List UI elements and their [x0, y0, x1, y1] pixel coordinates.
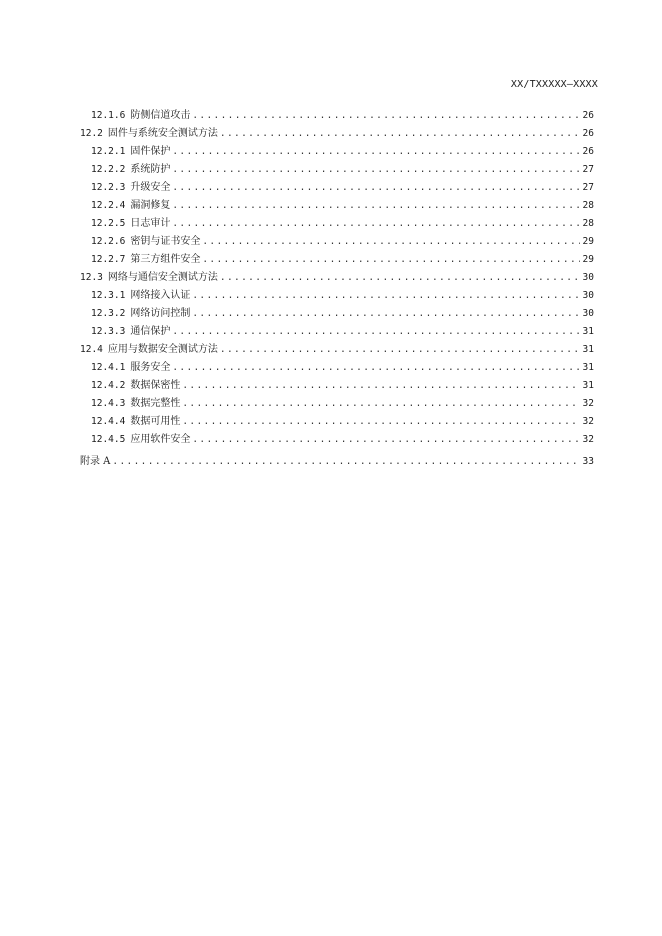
- toc-dot-leader: [202, 251, 580, 269]
- toc-entry[interactable]: [80, 233, 594, 251]
- toc-dot-leader: [220, 269, 580, 287]
- toc-dot-leader: [112, 453, 580, 471]
- toc-entry-page: 26: [582, 110, 594, 121]
- toc-dot-leader: [172, 359, 580, 377]
- toc-entry-page: 32: [582, 434, 594, 445]
- toc-entry-page: 28: [582, 200, 594, 211]
- toc-entry-number: 12.1.6: [91, 110, 126, 121]
- toc-entry-page: 31: [582, 326, 594, 337]
- toc-entry-number: 12.2.3: [91, 182, 126, 193]
- toc-entry-title: 应用软件安全: [130, 434, 191, 445]
- toc-entry[interactable]: [80, 431, 594, 449]
- toc-dot-leader: [182, 377, 580, 395]
- toc-entry-page: 27: [582, 182, 594, 193]
- toc-entry-title: 网络与通信安全测试方法: [107, 272, 218, 283]
- toc-entry-title: 网络接入认证: [130, 290, 191, 301]
- toc-entry-page: 31: [582, 344, 594, 355]
- toc-entry-number: 12.4.3: [91, 398, 126, 409]
- toc-entry[interactable]: [80, 413, 594, 431]
- toc-entry-number: 12.2: [80, 128, 103, 139]
- toc-entry-title: 固件与系统安全测试方法: [107, 128, 218, 139]
- toc-entry-page: 26: [582, 128, 594, 139]
- toc-entry[interactable]: [80, 125, 594, 143]
- toc-entry-number: 12.4.1: [91, 362, 126, 373]
- toc-entry-page: 29: [582, 236, 594, 247]
- toc-entry-number: 12.2.6: [91, 236, 126, 247]
- toc-entry[interactable]: [80, 215, 594, 233]
- toc-dot-leader: [202, 233, 580, 251]
- toc-entry-page: 31: [582, 380, 594, 391]
- toc-entry[interactable]: [80, 323, 594, 341]
- toc-dot-leader: [172, 161, 580, 179]
- toc-entry-page: 29: [582, 254, 594, 265]
- toc-entry-number: 12.3.1: [91, 290, 126, 301]
- toc-entry-title: 通信保护: [130, 326, 171, 337]
- toc-entry-title: 漏洞修复: [130, 200, 171, 211]
- toc-entry-number: 12.4.5: [91, 434, 126, 445]
- toc-dot-leader: [182, 395, 580, 413]
- toc-entry-appendix[interactable]: [80, 453, 594, 471]
- toc-entry[interactable]: [80, 179, 594, 197]
- toc-entry-title: 数据保密性: [130, 380, 181, 391]
- toc-entry-title: 固件保护: [130, 146, 171, 157]
- toc-entry-number: 12.3.3: [91, 326, 126, 337]
- toc-entry-page: 30: [582, 290, 594, 301]
- toc-entry-title: 应用与数据安全测试方法: [107, 344, 218, 355]
- toc-dot-leader: [192, 305, 580, 323]
- toc-entry-page: 26: [582, 146, 594, 157]
- toc-entry-number: 12.2.2: [91, 164, 126, 175]
- toc-dot-leader: [192, 287, 580, 305]
- toc-entry[interactable]: [80, 377, 594, 395]
- toc-dot-leader: [220, 125, 580, 143]
- table-of-contents: [80, 107, 594, 471]
- toc-entry-number: 12.3: [80, 272, 103, 283]
- toc-entry[interactable]: [80, 341, 594, 359]
- toc-entry[interactable]: [80, 143, 594, 161]
- toc-entry-number: 12.3.2: [91, 308, 126, 319]
- toc-entry[interactable]: [80, 161, 594, 179]
- toc-entry-number: 12.4.4: [91, 416, 126, 427]
- toc-entry-page: 28: [582, 218, 594, 229]
- toc-entry-number: 12.2.5: [91, 218, 126, 229]
- toc-entry-title: 密钥与证书安全: [130, 236, 201, 247]
- toc-entry-title: 服务安全: [130, 362, 171, 373]
- toc-entry[interactable]: [80, 359, 594, 377]
- toc-entry-number: 12.4: [80, 344, 103, 355]
- toc-entry-number: 12.2.7: [91, 254, 126, 265]
- toc-entry[interactable]: [80, 395, 594, 413]
- toc-entry-number: 12.2.1: [91, 146, 126, 157]
- toc-dot-leader: [172, 197, 580, 215]
- toc-entry[interactable]: [80, 107, 594, 125]
- toc-entry-page: 30: [582, 272, 594, 283]
- toc-entry-page: 31: [582, 362, 594, 373]
- toc-dot-leader: [172, 323, 580, 341]
- toc-entry-title: 日志审计: [130, 218, 171, 229]
- document-code-header: XX/TXXXXX—XXXX: [510, 79, 598, 90]
- toc-entry[interactable]: [80, 197, 594, 215]
- toc-entry-title: 数据完整性: [130, 398, 181, 409]
- toc-dot-leader: [172, 143, 580, 161]
- toc-entry-number: 12.2.4: [91, 200, 126, 211]
- toc-dot-leader: [182, 413, 580, 431]
- toc-entry[interactable]: [80, 305, 594, 323]
- toc-dot-leader: [220, 341, 580, 359]
- toc-entry[interactable]: [80, 251, 594, 269]
- toc-entry-page: 27: [582, 164, 594, 175]
- toc-entry-title: 第三方组件安全: [130, 254, 201, 265]
- toc-entry-page: 32: [582, 398, 594, 409]
- toc-dot-leader: [172, 179, 580, 197]
- toc-entry-page: 33: [582, 456, 594, 467]
- toc-dot-leader: [192, 431, 580, 449]
- toc-entry-page: 32: [582, 416, 594, 427]
- toc-entry-title: 数据可用性: [130, 416, 181, 427]
- toc-entry-title: 网络访问控制: [130, 308, 191, 319]
- toc-entry[interactable]: [80, 287, 594, 305]
- toc-entry-page: 30: [582, 308, 594, 319]
- toc-dot-leader: [172, 215, 580, 233]
- toc-entry-number: 12.4.2: [91, 380, 126, 391]
- toc-entry-title: 系统防护: [130, 164, 171, 175]
- toc-entry-title: 附录 A: [80, 456, 111, 467]
- toc-dot-leader: [192, 107, 580, 125]
- toc-entry[interactable]: [80, 269, 594, 287]
- toc-entry-title: 防侧信道攻击: [130, 110, 191, 121]
- toc-entry-title: 升级安全: [130, 182, 171, 193]
